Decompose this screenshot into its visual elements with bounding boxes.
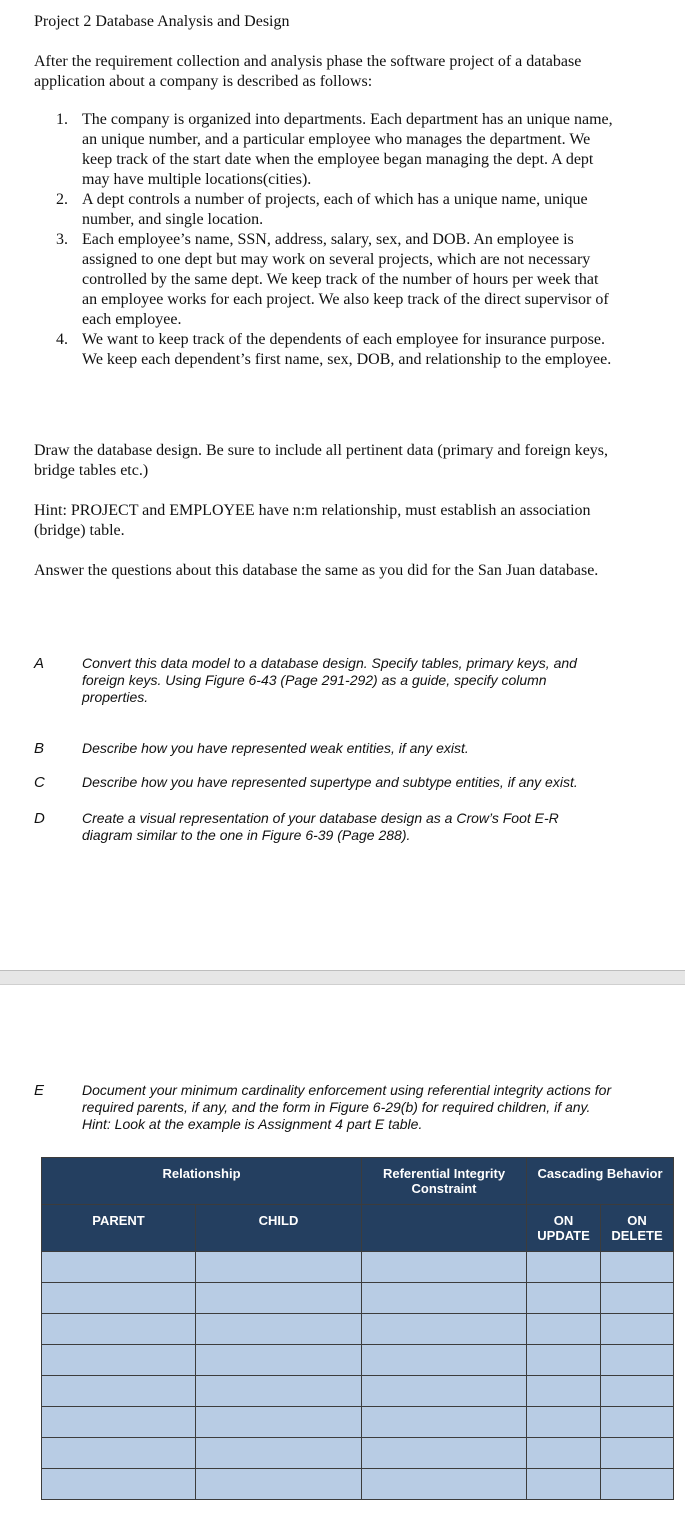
table-cell[interactable]: [42, 1345, 196, 1376]
requirement-number: 2.: [56, 191, 68, 208]
question-text: Describe how you have represented weak entities, if any exist.: [82, 740, 469, 756]
table-row: [42, 1252, 674, 1283]
requirement-number: 1.: [56, 111, 68, 128]
requirement-item: [56, 110, 616, 190]
table-cell[interactable]: [196, 1252, 362, 1283]
question-text: Convert this data model to a database design. Specify tables, primary keys, and foreign keys. Using Figure 6-43 (Page 291-292) as a guide, specify column properties.: [82, 655, 577, 705]
requirement-text: Each employee’s name, SSN, address, salary, sex, and DOB. An employee is assigned to one dept but may work on several projects, which are not necessary controlled by the same dept. We keep track of the number of hours per week that an employee works for each project. We also keep track of the direct supervisor of each employee.: [82, 231, 609, 328]
table-cell[interactable]: [42, 1407, 196, 1438]
header-empty: [362, 1205, 527, 1252]
requirement-item: [56, 330, 616, 370]
draw-instruction: Draw the database design. Be sure to include all pertinent data (primary and foreign keys, bridge tables etc.): [34, 442, 609, 479]
question-letter: A: [34, 655, 45, 672]
table-row: [42, 1438, 674, 1469]
table-cell[interactable]: [196, 1407, 362, 1438]
hint-paragraph: Hint: PROJECT and EMPLOYEE have n:m relationship, must establish an association (bridge) table.: [34, 502, 591, 539]
requirements-list: [56, 110, 616, 370]
table-row: [42, 1283, 674, 1314]
table-cell[interactable]: [601, 1438, 674, 1469]
table-cell[interactable]: [601, 1407, 674, 1438]
table-cell[interactable]: [42, 1314, 196, 1345]
question-letter: D: [34, 810, 45, 827]
table-cell[interactable]: [527, 1376, 601, 1407]
header-cascading-behavior: Cascading Behavior: [527, 1158, 674, 1205]
table-cell[interactable]: [527, 1252, 601, 1283]
table-cell[interactable]: [196, 1376, 362, 1407]
table-row: [42, 1407, 674, 1438]
question-text: Document your minimum cardinality enforcement using referential integrity actions for required parents, if any, and the form in Figure 6-29(b) for required children, if any. Hint: Look at the example is Assignment 4 part E table.: [82, 1082, 612, 1132]
table-cell[interactable]: [362, 1345, 527, 1376]
table-cell[interactable]: [42, 1376, 196, 1407]
requirement-text: The company is organized into departments. Each department has an unique name, an unique number, and a particular employee who manages the department. We keep track of the start date when the employee began managing the dept. A dept may have multiple locations(cities).: [82, 111, 613, 188]
header-on-delete: ON DELETE: [601, 1205, 674, 1252]
table-cell[interactable]: [42, 1438, 196, 1469]
table-cell[interactable]: [527, 1345, 601, 1376]
table-cell[interactable]: [601, 1376, 674, 1407]
table-cell[interactable]: [362, 1469, 527, 1500]
table-cell[interactable]: [601, 1345, 674, 1376]
requirement-item: [56, 190, 616, 230]
requirement-item: [56, 230, 616, 330]
table-cell[interactable]: [601, 1283, 674, 1314]
table-row: [42, 1345, 674, 1376]
table-cell[interactable]: [362, 1252, 527, 1283]
table-cell[interactable]: [196, 1469, 362, 1500]
table-body: [42, 1252, 674, 1500]
table-cell[interactable]: [362, 1438, 527, 1469]
table-cell[interactable]: [42, 1469, 196, 1500]
table-cell[interactable]: [527, 1314, 601, 1345]
referential-integrity-table: [41, 1157, 674, 1500]
header-parent: PARENT: [42, 1205, 196, 1252]
requirement-number: 3.: [56, 231, 68, 248]
requirement-text: We want to keep track of the dependents of each employee for insurance purpose. We keep each dependent’s first name, sex, DOB, and relationship to the employee.: [82, 331, 612, 368]
requirement-number: 4.: [56, 331, 68, 348]
table-cell[interactable]: [601, 1469, 674, 1500]
table-cell[interactable]: [42, 1252, 196, 1283]
table-cell[interactable]: [527, 1469, 601, 1500]
question-letter: B: [34, 740, 45, 757]
header-child: CHILD: [196, 1205, 362, 1252]
table-row: [42, 1376, 674, 1407]
table-cell[interactable]: [42, 1283, 196, 1314]
table-cell[interactable]: [601, 1314, 674, 1345]
requirement-text: A dept controls a number of projects, each of which has a unique name, unique number, and single location.: [82, 191, 588, 228]
question-text: Create a visual representation of your database design as a Crow’s Foot E-R diagram similar to the one in Figure 6-39 (Page 288).: [82, 810, 559, 843]
table-cell[interactable]: [362, 1314, 527, 1345]
answer-instruction: Answer the questions about this database the same as you did for the San Juan database.: [34, 562, 599, 579]
table-cell[interactable]: [527, 1407, 601, 1438]
question-letter: E: [34, 1082, 45, 1099]
question-letter: C: [34, 774, 45, 791]
header-relationship: Relationship: [42, 1158, 362, 1205]
table-cell[interactable]: [362, 1283, 527, 1314]
intro-paragraph: After the requirement collection and analysis phase the software project of a database application about a company is described as follows:: [34, 53, 582, 90]
header-referential-integrity: Referential Integrity Constraint: [362, 1158, 527, 1205]
table-cell[interactable]: [196, 1345, 362, 1376]
page-title: Project 2 Database Analysis and Design: [34, 13, 290, 30]
page-break-divider: [0, 970, 685, 985]
table-cell[interactable]: [362, 1407, 527, 1438]
header-on-update: ON UPDATE: [527, 1205, 601, 1252]
table-cell[interactable]: [196, 1438, 362, 1469]
question-text: Describe how you have represented supertype and subtype entities, if any exist.: [82, 774, 578, 790]
table-cell[interactable]: [527, 1283, 601, 1314]
table-cell[interactable]: [527, 1438, 601, 1469]
table-row: [42, 1314, 674, 1345]
table-cell[interactable]: [196, 1314, 362, 1345]
table-cell[interactable]: [362, 1376, 527, 1407]
table-cell[interactable]: [196, 1283, 362, 1314]
table-row: [42, 1469, 674, 1500]
table-cell[interactable]: [601, 1252, 674, 1283]
